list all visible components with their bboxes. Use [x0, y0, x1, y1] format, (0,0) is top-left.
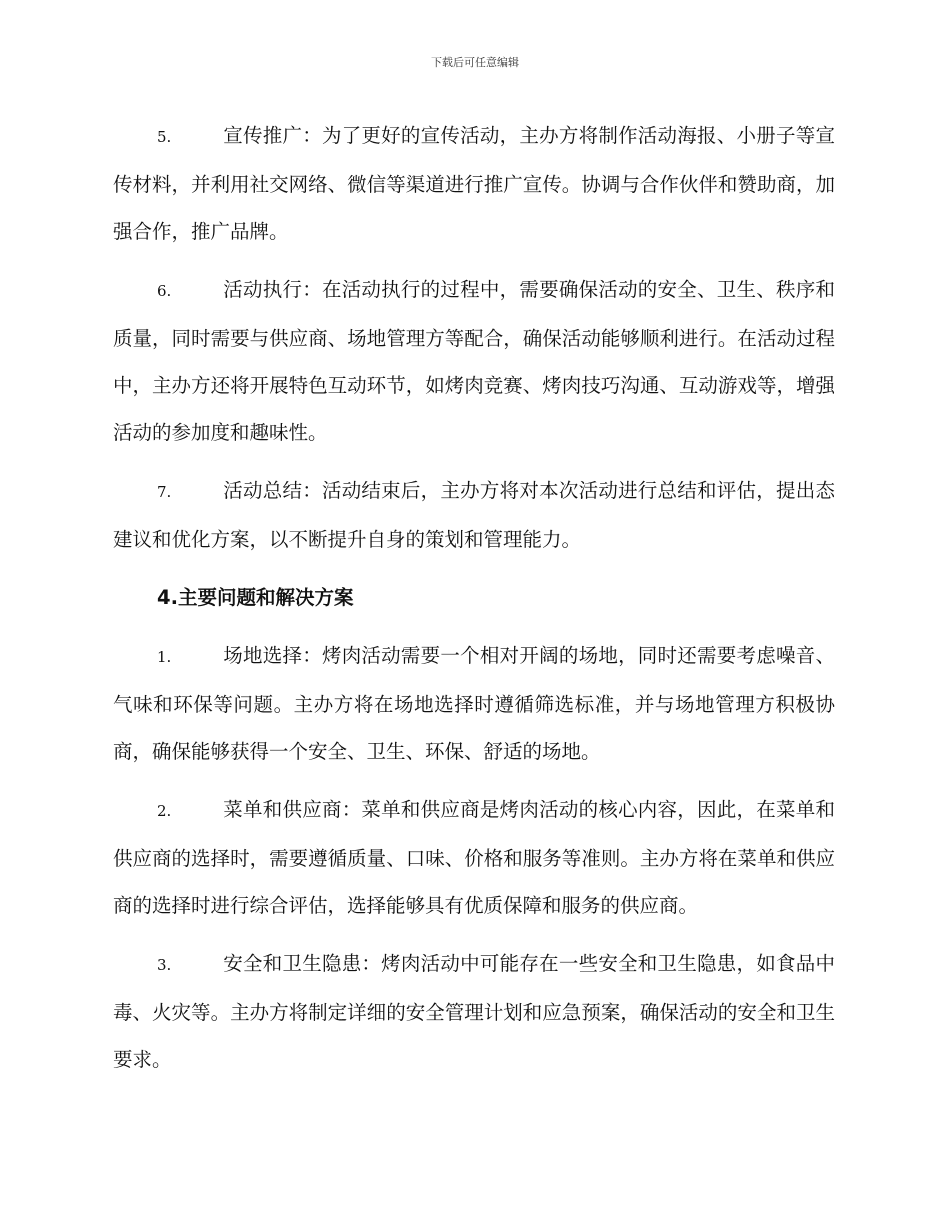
- item-text: 菜单和供应商：菜单和供应商是烤肉活动的核心内容，因此，在菜单和供应商的选择时，需要遵循质量、口味、价格和服务等准则。主办方将在菜单和供应商的选择时进行综合评估，选择能够具有优质保障和服务的供应商。: [113, 798, 835, 917]
- item-number: 2.: [157, 802, 172, 820]
- list-item-6: [113, 266, 835, 456]
- list-item-2: [113, 786, 835, 929]
- item-number: 5.: [157, 128, 172, 146]
- list-item-7: [113, 467, 835, 563]
- item-number: 1.: [157, 648, 172, 666]
- item-text: 场地选择：烤肉活动需要一个相对开阔的场地，同时还需要考虑噪音、气味和环保等问题。主办方将在场地选择时遵循筛选标准，并与场地管理方积极协商，确保能够获得一个安全、卫生、环保、舒适的场地。: [113, 644, 835, 763]
- item-text: 安全和卫生隐患：烤肉活动中可能存在一些安全和卫生隐患，如食品中毒、火灾等。主办方将制定详细的安全管理计划和应急预案，确保活动的安全和卫生要求。: [113, 952, 835, 1071]
- list-item-3: [113, 940, 835, 1083]
- item-number: 7.: [157, 483, 172, 501]
- page-header: 下载后可任意编辑: [431, 56, 519, 69]
- list-item-5: [113, 112, 835, 255]
- item-text: 活动执行：在活动执行的过程中，需要确保活动的安全、卫生、秩序和质量，同时需要与供应商、场地管理方等配合，确保活动能够顺利进行。在活动过程中，主办方还将开展特色互动环节，如烤肉竞赛、烤肉技巧沟通、互动游戏等，增强活动的参加度和趣味性。: [113, 278, 835, 444]
- item-number: 6.: [157, 282, 172, 300]
- item-text: 宣传推广：为了更好的宣传活动，主办方将制作活动海报、小册子等宣传材料，并利用社交网络、微信等渠道进行推广宣传。协调与合作伙伴和赞助商，加强合作，推广品牌。: [113, 124, 835, 243]
- item-number: 3.: [157, 956, 172, 974]
- document-body: [113, 112, 835, 1094]
- list-item-1: [113, 632, 835, 775]
- section-heading: 4.主要问题和解决方案: [157, 586, 354, 609]
- item-text: 活动总结：活动结束后，主办方将对本次活动进行总结和评估，提出态建议和优化方案，以不断提升自身的策划和管理能力。: [113, 479, 835, 551]
